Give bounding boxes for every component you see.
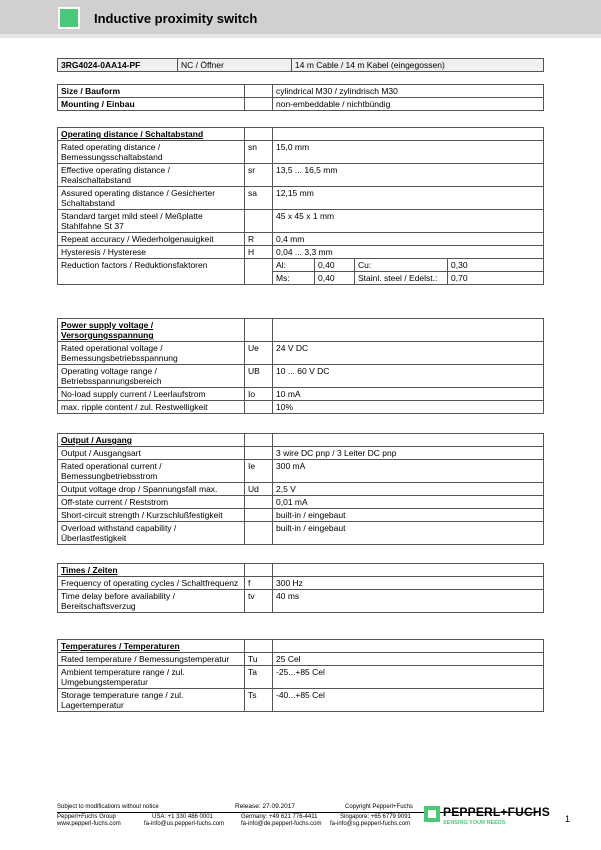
times-table (57, 563, 544, 613)
row-value: 10 ... 60 V DC (273, 365, 544, 388)
row-label: Short-circuit strength / Kurzschlußfestigkeit (58, 509, 245, 522)
row-symbol: Tu (245, 653, 273, 666)
row-symbol (245, 509, 273, 522)
table-row (58, 187, 544, 210)
row-label: Reduction factors / Reduktionsfaktoren (58, 259, 245, 285)
material-label: Stainl. steel / Edelst.: (355, 272, 448, 285)
row-label: max. ripple content / zul. Restwelligkeit (58, 401, 245, 414)
section-title: Temperatures / Temperaturen (58, 640, 245, 653)
row-symbol (245, 210, 273, 233)
row-symbol (245, 401, 273, 414)
row-value: 0,04 ... 3,3 mm (273, 246, 544, 259)
material-label: Cu: (355, 259, 448, 272)
row-label: Hysteresis / Hysterese (58, 246, 245, 259)
footer-release: Release: 27.09.2017 (235, 803, 295, 810)
row-value: 40 ms (273, 590, 544, 613)
row-symbol (245, 496, 273, 509)
table-row (58, 577, 544, 590)
row-symbol: Ts (245, 689, 273, 712)
table-row (58, 496, 544, 509)
table-row (58, 210, 544, 233)
material-factor: 0,40 (315, 272, 355, 285)
row-value: 300 Hz (273, 577, 544, 590)
footer-singapore-mail[interactable]: fa-info@sg.pepperl-fuchs.com (330, 821, 411, 827)
row-label: Standard target mild steel / Meßplatte Stahlfahne St 37 (58, 210, 245, 233)
row-label: Frequency of operating cycles / Schaltfrequenz (58, 577, 245, 590)
brand-tagline: SENSING YOUR NEEDS (443, 820, 506, 826)
row-label: Storage temperature range / zul. Lagertemperatur (58, 689, 245, 712)
table-row (58, 365, 544, 388)
row-symbol: Ie (245, 460, 273, 483)
row-value: 15,0 mm (273, 141, 544, 164)
row-symbol (245, 98, 273, 111)
output-table (57, 433, 544, 545)
table-row (58, 689, 544, 712)
row-symbol: sn (245, 141, 273, 164)
row-value: 45 x 45 x 1 mm (273, 210, 544, 233)
row-symbol: Io (245, 388, 273, 401)
table-row (58, 246, 544, 259)
footer-germany-phone: Germany: +49 621 776-4411 (241, 814, 318, 820)
table-row (58, 259, 544, 272)
section-title: Power supply voltage / Versorgungsspannung (58, 319, 245, 342)
row-value: -25...+85 Cel (273, 666, 544, 689)
row-label: Operating voltage range / Betriebsspannungsbereich (58, 365, 245, 388)
row-symbol: Ta (245, 666, 273, 689)
row-symbol: f (245, 577, 273, 590)
table-row (58, 653, 544, 666)
row-symbol: H (245, 246, 273, 259)
row-symbol: sa (245, 187, 273, 210)
footer-group: Pepperl+Fuchs Group (57, 814, 116, 820)
footer-copyright: Copyright Pepperl+Fuchs (345, 804, 413, 810)
row-value: 10 mA (273, 388, 544, 401)
table-row (58, 342, 544, 365)
material-label: Ms: (273, 272, 315, 285)
row-value: -40...+85 Cel (273, 689, 544, 712)
row-value: 12,15 mm (273, 187, 544, 210)
row-label: Repeat accuracy / Wiederholgenauigkeit (58, 233, 245, 246)
table-row (58, 447, 544, 460)
table-row (58, 509, 544, 522)
row-label: Rated temperature / Bemessungstemperatur (58, 653, 245, 666)
product-code: 3RG4024-0AA14-PF (58, 59, 178, 72)
page-number: 1 (565, 814, 571, 824)
row-label: Off-state current / Reststrom (58, 496, 245, 509)
table-row (58, 98, 544, 111)
row-symbol (245, 85, 273, 98)
header-band (0, 0, 601, 34)
row-label: Time delay before availability / Bereitschaftsverzug (58, 590, 245, 613)
material-factor: 0,30 (448, 259, 544, 272)
footer-usa-phone: USA: +1 330 486 0001 (152, 814, 213, 820)
table-row (58, 483, 544, 496)
power-supply-table (57, 318, 544, 414)
footer-germany-mail[interactable]: fa-info@de.pepperl-fuchs.com (241, 821, 322, 827)
row-label: Rated operating distance / Bemessungsschaltabstand (58, 141, 245, 164)
header-band-underline (0, 34, 601, 38)
row-value: 300 mA (273, 460, 544, 483)
row-label: No-load supply current / Leerlaufstrom (58, 388, 245, 401)
footer-singapore-phone: Singapore: +65 6779 9091 (340, 814, 411, 820)
row-label: Rated operational current / Bemessungbetriebsstrom (58, 460, 245, 483)
row-value: 0,4 mm (273, 233, 544, 246)
row-label: Assured operating distance / Gesicherter Schaltabstand (58, 187, 245, 210)
row-label: Output / Ausgangsart (58, 447, 245, 460)
row-symbol (245, 522, 273, 545)
row-value: built-in / eingebaut (273, 522, 544, 545)
pepperl-fuchs-logo-icon (424, 806, 440, 822)
row-value: 25 Cel (273, 653, 544, 666)
material-factor: 0,70 (448, 272, 544, 285)
footer-usa-mail[interactable]: fa-info@us.pepperl-fuchs.com (144, 821, 225, 827)
brand-square-icon (58, 7, 80, 29)
row-symbol: Ud (245, 483, 273, 496)
material-factor: 0,40 (315, 259, 355, 272)
row-value: 13,5 ... 16,5 mm (273, 164, 544, 187)
row-label: Ambient temperature range / zul. Umgebungstemperatur (58, 666, 245, 689)
operating-distance-table (57, 127, 544, 285)
footer-web-link[interactable]: www.pepperl-fuchs.com (57, 821, 121, 827)
row-value: non-embeddable / nichtbündig (273, 98, 544, 111)
row-label: Effective operating distance / Realschaltabstand (58, 164, 245, 187)
row-label: Rated operational voltage / Bemessungsbetriebsspannung (58, 342, 245, 365)
row-value: 10% (273, 401, 544, 414)
basic-table (57, 84, 544, 111)
row-label: Overload withstand capability / Überlastfestigkeit (58, 522, 245, 545)
footer-notice: Subject to modifications without notice (57, 804, 159, 810)
row-value: 24 V DC (273, 342, 544, 365)
row-symbol: tv (245, 590, 273, 613)
material-label: Al: (273, 259, 315, 272)
row-value: 0,01 mA (273, 496, 544, 509)
row-label: Mounting / Einbau (58, 98, 245, 111)
row-symbol: UB (245, 365, 273, 388)
brand-name: PEPPERL+FUCHS (443, 805, 550, 819)
section-title: Times / Zeiten (58, 564, 245, 577)
table-row (58, 401, 544, 414)
page-title: Inductive proximity switch (94, 11, 258, 26)
row-symbol: sr (245, 164, 273, 187)
table-row (58, 666, 544, 689)
product-bar (57, 58, 544, 72)
section-title: Operating distance / Schaltabstand (58, 128, 245, 141)
row-symbol (245, 447, 273, 460)
row-value: cylindrical M30 / zylindrisch M30 (273, 85, 544, 98)
row-symbol: Ue (245, 342, 273, 365)
temperatures-table (57, 639, 544, 712)
table-row (58, 388, 544, 401)
section-title: Output / Ausgang (58, 434, 245, 447)
row-value: 2,5 V (273, 483, 544, 496)
row-symbol: R (245, 233, 273, 246)
table-row (58, 85, 544, 98)
row-label: Size / Bauform (58, 85, 245, 98)
contact-type: NC / Öffner (178, 59, 292, 72)
table-row (58, 590, 544, 613)
table-row (58, 141, 544, 164)
row-label: Output voltage drop / Spannungsfall max. (58, 483, 245, 496)
cable-type: 14 m Cable / 14 m Kabel (eingegossen) (292, 59, 544, 72)
row-value: 3 wire DC pnp / 3 Leiter DC pnp (273, 447, 544, 460)
table-row (58, 164, 544, 187)
table-row (58, 233, 544, 246)
table-row (58, 522, 544, 545)
table-row (58, 460, 544, 483)
row-value: built-in / eingebaut (273, 509, 544, 522)
